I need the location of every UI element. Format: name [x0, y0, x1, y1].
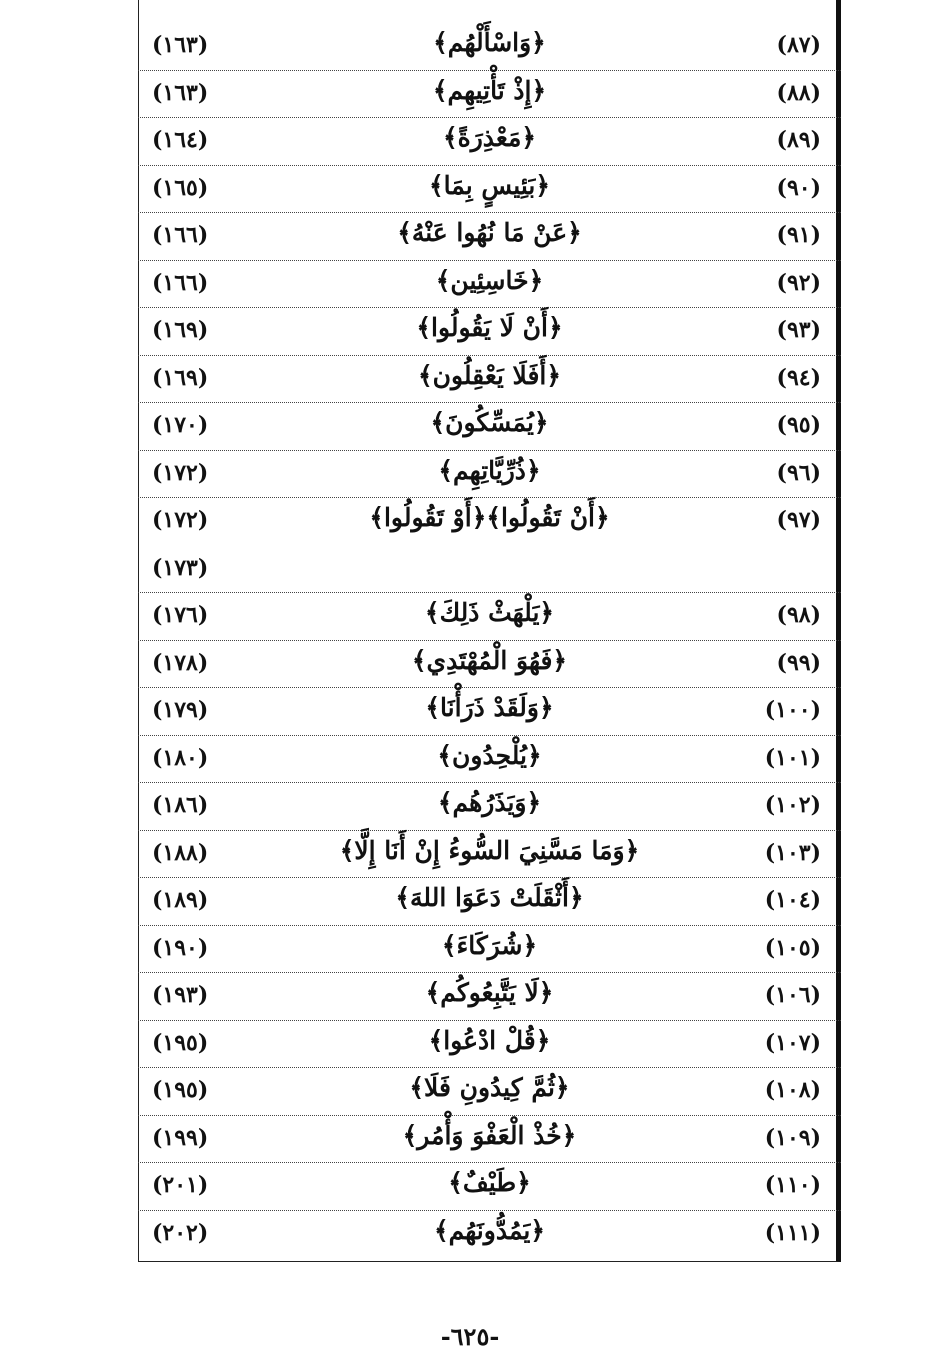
quran-term: ﴿أَنْ لَا يَقُولُوا﴾ [416, 313, 563, 342]
table-row [138, 308, 841, 356]
entry-number: (١٠٧) [764, 1029, 821, 1056]
page-reference: (١٨٩) [152, 887, 209, 913]
page-reference: (١٦٤) [152, 127, 209, 153]
page-reference: (١٧٨) [152, 649, 209, 676]
quran-term: ﴿خَاسِئِين﴾ [435, 265, 544, 295]
page-reference: (١٩٠) [152, 934, 209, 961]
quran-term: ﴿يُمَسِّكُونَ﴾ [430, 408, 549, 437]
page-reference: (١٧٣) [152, 554, 209, 581]
table-row [138, 1021, 841, 1069]
page-reference: (١٦٣) [152, 79, 209, 106]
entry-number: (٩٨) [776, 602, 821, 628]
quran-term: ﴿مَعْذِرَةً﴾ [442, 123, 537, 152]
table-row [138, 261, 841, 309]
table-row [138, 1068, 841, 1116]
page-reference: (١٧٢) [152, 507, 209, 533]
entry-number: (٨٧) [776, 32, 821, 58]
quran-term: ﴿ثُمَّ كِيدُونِ فَلَا﴾ [409, 1073, 570, 1102]
entry-number: (١١٠) [764, 1172, 821, 1198]
table-row [138, 23, 841, 71]
quran-term: ﴿قُلْ ادْعُوا﴾ [428, 1025, 551, 1055]
quran-term: ﴿أَثْقَلَتْ دَعَوَا اللهَ﴾ [395, 883, 584, 912]
table-row [138, 593, 841, 641]
page-reference: (١٦٩) [152, 364, 209, 391]
quran-term: ﴿وَلَقَدْ ذَرَأْنَا﴾ [425, 693, 554, 722]
quran-term: ﴿فَهُوَ الْمُهْتَدِي﴾ [411, 645, 568, 675]
table-row [138, 498, 841, 546]
table-row [138, 451, 841, 499]
table-row [138, 736, 841, 784]
page-reference: (١٨٠) [152, 744, 209, 771]
entry-number: (١٠٤) [764, 887, 821, 913]
index-table [138, 23, 841, 1258]
table-row [138, 878, 841, 926]
quran-term: ﴿شُرَكَاءَ﴾ [441, 930, 538, 960]
entry-number: (٩٢) [776, 269, 821, 296]
page-reference: (١٩٩) [152, 1124, 209, 1151]
quran-term: ﴿يُلْحِدُون﴾ [437, 740, 542, 770]
quran-term: ﴿إِذْ تَأْتِيهِم﴾ [432, 75, 547, 105]
page-reference: (٢٠١) [152, 1172, 209, 1198]
quran-term: ﴿يَلْهَثْ ذَلِكَ﴾ [424, 598, 555, 627]
page-number: -٦٢٥- [440, 1322, 500, 1351]
page-reference: (٢٠٢) [152, 1219, 209, 1246]
quran-term: ﴿وَيَذَرُهُم﴾ [437, 788, 542, 817]
entry-number: (١٠٣) [764, 839, 821, 866]
table-row [138, 831, 841, 879]
table-row [138, 783, 841, 831]
quran-term: ﴿ذُرِّيَّاتِهِم﴾ [438, 455, 541, 485]
page-reference: (١٩٣) [152, 982, 209, 1008]
quran-term: ﴿بَئِيسٍ بِمَا﴾ [429, 170, 550, 200]
entry-number: (٨٩) [776, 127, 821, 153]
table-row [138, 688, 841, 736]
table-row [138, 213, 841, 261]
table-row [138, 403, 841, 451]
entry-number: (١٠٢) [764, 792, 821, 818]
page-reference: (١٦٦) [152, 269, 209, 296]
entry-number: (٩٠) [776, 174, 821, 201]
quran-term: ﴿أَنْ تَقُولُوا﴾﴿أَوْ تَقُولُوا﴾ [369, 503, 610, 532]
page-reference: (١٦٩) [152, 317, 209, 343]
page-reference: (١٩٥) [152, 1029, 209, 1056]
entry-number: (٨٨) [776, 79, 821, 106]
quran-term: ﴿أَفَلَا يَعْقِلُون﴾ [417, 360, 562, 390]
quran-term: ﴿عَنْ مَا نُهُوا عَنْهُ﴾ [397, 218, 582, 247]
entry-number: (٩٦) [776, 459, 821, 486]
quran-term: ﴿وَاسْأَلْهُم﴾ [433, 28, 546, 57]
page-reference: (١٨٨) [152, 839, 209, 866]
entry-number: (١٠٥) [764, 934, 821, 961]
entry-number: (٩٤) [776, 364, 821, 391]
table-row [138, 118, 841, 166]
table-row [138, 71, 841, 119]
page-reference: (١٧٠) [152, 412, 209, 438]
entry-number: (٩٣) [776, 317, 821, 343]
entry-number: (٩٩) [776, 649, 821, 676]
entry-number: (٩٥) [776, 412, 821, 438]
table-row [138, 356, 841, 404]
quran-term: ﴿لَا يَتَّبِعُوكُم﴾ [425, 978, 554, 1007]
page-reference: (١٧٢) [152, 459, 209, 486]
table-row [138, 641, 841, 689]
table-row [138, 973, 841, 1021]
entry-number: (١٠٠) [764, 697, 821, 723]
page-reference: (١٦٦) [152, 222, 209, 248]
page-reference: (١٧٩) [152, 697, 209, 723]
table-row [138, 166, 841, 214]
table-row [138, 926, 841, 974]
page-reference: (١٦٣) [152, 32, 209, 58]
quran-term: ﴿وَمَا مَسَّنِيَ السُّوءُ إِنْ أَنَا إِلَّا﴾ [339, 835, 640, 865]
entry-number: (١٠١) [764, 744, 821, 771]
page-reference: (١٦٥) [152, 174, 209, 201]
page-reference: (١٩٥) [152, 1077, 209, 1103]
entry-number: (١١١) [764, 1219, 821, 1246]
table-row [138, 1116, 841, 1164]
page-reference: (١٧٦) [152, 602, 209, 628]
quran-term: ﴿خُذْ الْعَفْوَ وَأْمُر﴾ [402, 1120, 577, 1150]
entry-number: (١٠٨) [764, 1077, 821, 1103]
entry-number: (١٠٩) [764, 1124, 821, 1151]
table-row [138, 546, 841, 594]
entry-number: (٩٧) [776, 507, 821, 533]
entry-number: (١٠٦) [764, 982, 821, 1008]
page-reference: (١٨٦) [152, 792, 209, 818]
entry-number: (٩١) [776, 222, 821, 248]
quran-term: ﴿يَمُدُّونَهُم﴾ [433, 1215, 546, 1245]
table-row [138, 1211, 841, 1259]
quran-term: ﴿طَيْفٌ﴾ [448, 1168, 531, 1197]
table-row [138, 1163, 841, 1211]
